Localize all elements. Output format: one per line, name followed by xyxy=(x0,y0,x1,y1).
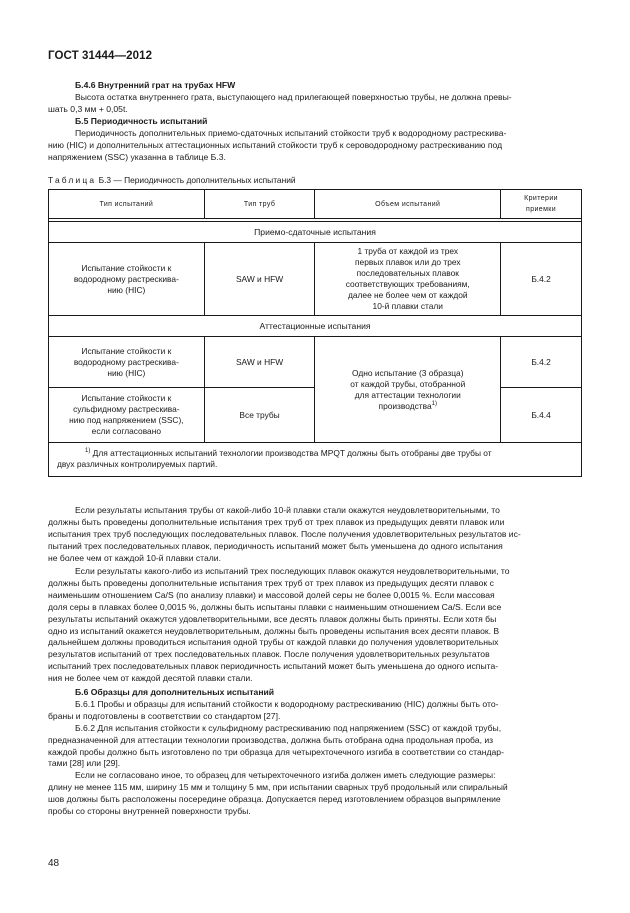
volume-cell: 1 труба от каждой из трех первых плавок или до трех последовательных плавок соответствующих требованиям, далее не более чем от каждой 10-й плавки стали xyxy=(315,243,501,316)
col-header-volume: Объем испытаний xyxy=(315,190,501,219)
caption-word: Таблица xyxy=(48,175,97,185)
shared-volume-cell: Одно испытание (3 образца) от каждой трубы, отобранной для аттестации технологии производства$^{1)}$ xyxy=(315,337,501,443)
pipe-cell: Все трубы xyxy=(204,388,315,443)
test-cell: Испытание стойкости к сульфидному растрескива- нию под напряжением (SSC), если согласовано xyxy=(49,388,205,443)
text-line: Высота остатка внутреннего грата, выступающего над прилегающей поверхностью трубы, не должна превы- xyxy=(75,91,512,102)
criteria-cell: Б.4.2 xyxy=(501,337,582,388)
group-row xyxy=(49,222,582,243)
section-b5 xyxy=(48,116,584,164)
footnote-row xyxy=(49,443,582,477)
table-footnote: $^{1)}$ Для аттестационных испытаний технологии производства MPQT должны быть отобраны две трубы от двух различных контролируемых партий. xyxy=(49,443,582,477)
text-line: ния не более чем от каждой десятой плавки стали. xyxy=(48,673,253,684)
text-line: шов должны быть расположены посередине образца. Допускается перед изготовлением образцов выпрямление xyxy=(48,794,501,805)
text-line: тами [28] или [29]. xyxy=(48,758,121,769)
criteria-cell: Б.4.2 xyxy=(501,243,582,316)
criteria-cell: Б.4.4 xyxy=(501,388,582,443)
col-header-criteria: Критерии приемки xyxy=(501,190,582,219)
table-caption xyxy=(48,175,296,186)
text-line: наименьшим отношением Ca/S (по анализу плавки) и массовой долей серы не более 0,0015 %. Если массовая xyxy=(48,589,495,600)
text-line: каждой пробы должно быть изготовлено по три образца для четырехточечного изгиба в соответствии со стандар- xyxy=(48,746,504,757)
pipe-cell: SAW и HFW xyxy=(204,243,315,316)
section-title: Б.4.6 Внутренний грат на трубах HFW xyxy=(75,80,236,90)
col-header-pipe-type: Тип труб xyxy=(204,190,315,219)
test-cell: Испытание стойкости к водородному растрескива- нию (HIC) xyxy=(49,337,205,388)
text-line: одно из испытаний окажется неудовлетворительным, должны быть проведены испытания всех десяти плавок. В xyxy=(48,625,500,636)
group-title: Приемо-сдаточные испытания xyxy=(49,222,582,243)
paragraph-results-10th xyxy=(48,505,584,565)
text-line: пробы со стороны внутренней поверхности трубы. xyxy=(48,806,251,817)
text-line: Периодичность дополнительных приемо-сдаточных испытаний стойкости труб к водородному растрескива- xyxy=(75,127,507,138)
text-line: не более чем от каждой 10-й плавки стали. xyxy=(48,552,221,563)
page-number: 48 xyxy=(48,858,60,869)
text-line: дальнейшем должны проводиться испытания одной трубы от каждой плавки до получения удовлетворительных xyxy=(48,637,499,648)
table-row xyxy=(49,337,582,388)
text-line: пытаний трех последовательных плавок, периодичность испытаний может быть уменьшена до одного испытания xyxy=(48,540,503,551)
section-b6 xyxy=(48,687,584,818)
text-line: испытания трех труб последующих последовательных плавок. После получения удовлетворительных результатов ис- xyxy=(48,528,521,539)
text-line: длину не менее 115 мм, ширину 15 мм и толщину 5 мм, при испытании сварных труб продольный или спиральный xyxy=(48,782,508,793)
section-title: Б.6 Образцы для дополнительных испытаний xyxy=(75,687,275,697)
paragraph-results-three xyxy=(48,566,584,685)
pipe-cell: SAW и HFW xyxy=(204,337,315,388)
text-line: Б.6.2 Для испытания стойкости к сульфидному растрескиванию под напряжением (SSC) от каждой трубы, xyxy=(75,722,502,733)
col-header-test-type: Тип испытаний xyxy=(49,190,205,219)
group-row xyxy=(49,316,582,337)
text-line: шать 0,3 мм + 0,05t. xyxy=(48,103,128,114)
text-line: предназначенной для аттестации технологии производства, должна быть отобрана одна продольная проба, из xyxy=(48,734,494,745)
text-line: доля серы в плавках более 0,0015 %, должны быть испытаны плавки с наименьшим отношением Ca/S. Если все xyxy=(48,601,502,612)
caption-text: Б.3 — Периодичность дополнительных испытаний xyxy=(98,175,296,185)
group-title: Аттестационные испытания xyxy=(49,316,582,337)
text-line: испытаний трех последовательных плавок периодичность испытаний может быть уменьшена до одного испыта- xyxy=(48,661,499,672)
text-line: напряжением (SSC) указанна в таблице Б.3. xyxy=(48,151,226,162)
text-line: результаты испытаний окажутся удовлетворительными, все десять плавок должны быть приняты. Если хотя бы xyxy=(48,613,497,624)
table-row xyxy=(49,243,582,316)
text-line: результатов испытаний от трех последовательных плавок. После получения удовлетворительных результатов xyxy=(48,649,490,660)
table-header-row xyxy=(49,190,582,219)
text-line: Если не согласовано иное, то образец для четырехточечного изгиба должен иметь следующие размеры: xyxy=(75,770,496,781)
text-line: браны и подготовлены в соответствии со стандартом [27]. xyxy=(48,710,281,721)
text-line: должны быть проведены дополнительные испытания трех труб от трех плавок из предыдущих девяти плавок или xyxy=(48,516,505,527)
standard-header: ГОСТ 31444—2012 xyxy=(48,50,153,62)
periodicity-table xyxy=(48,189,582,477)
text-line: Если результаты испытания трубы от какой-либо 10-й плавки стали окажутся неудовлетворительными, то xyxy=(75,505,500,515)
text-line: должны быть проведены дополнительные испытания трех труб от трех плавок из предыдущих десяти плавок с xyxy=(48,577,494,588)
text-line: Если результаты какого-либо из испытаний трех последующих плавок окажутся неудовлетворительными, то xyxy=(75,566,510,576)
text-line: нию (HIC) и дополнительных аттестационных испытаний стойкости труб к сероводородному растрескиванию под xyxy=(48,139,503,150)
section-title: Б.5 Периодичность испытаний xyxy=(75,116,208,126)
section-b46 xyxy=(48,80,584,116)
test-cell: Испытание стойкости к водородному растрескива- нию (HIC) xyxy=(49,243,205,316)
text-line: Б.6.1 Пробы и образцы для испытаний стойкости к водородному растрескиванию (HIC) должны быть ото- xyxy=(75,698,499,709)
